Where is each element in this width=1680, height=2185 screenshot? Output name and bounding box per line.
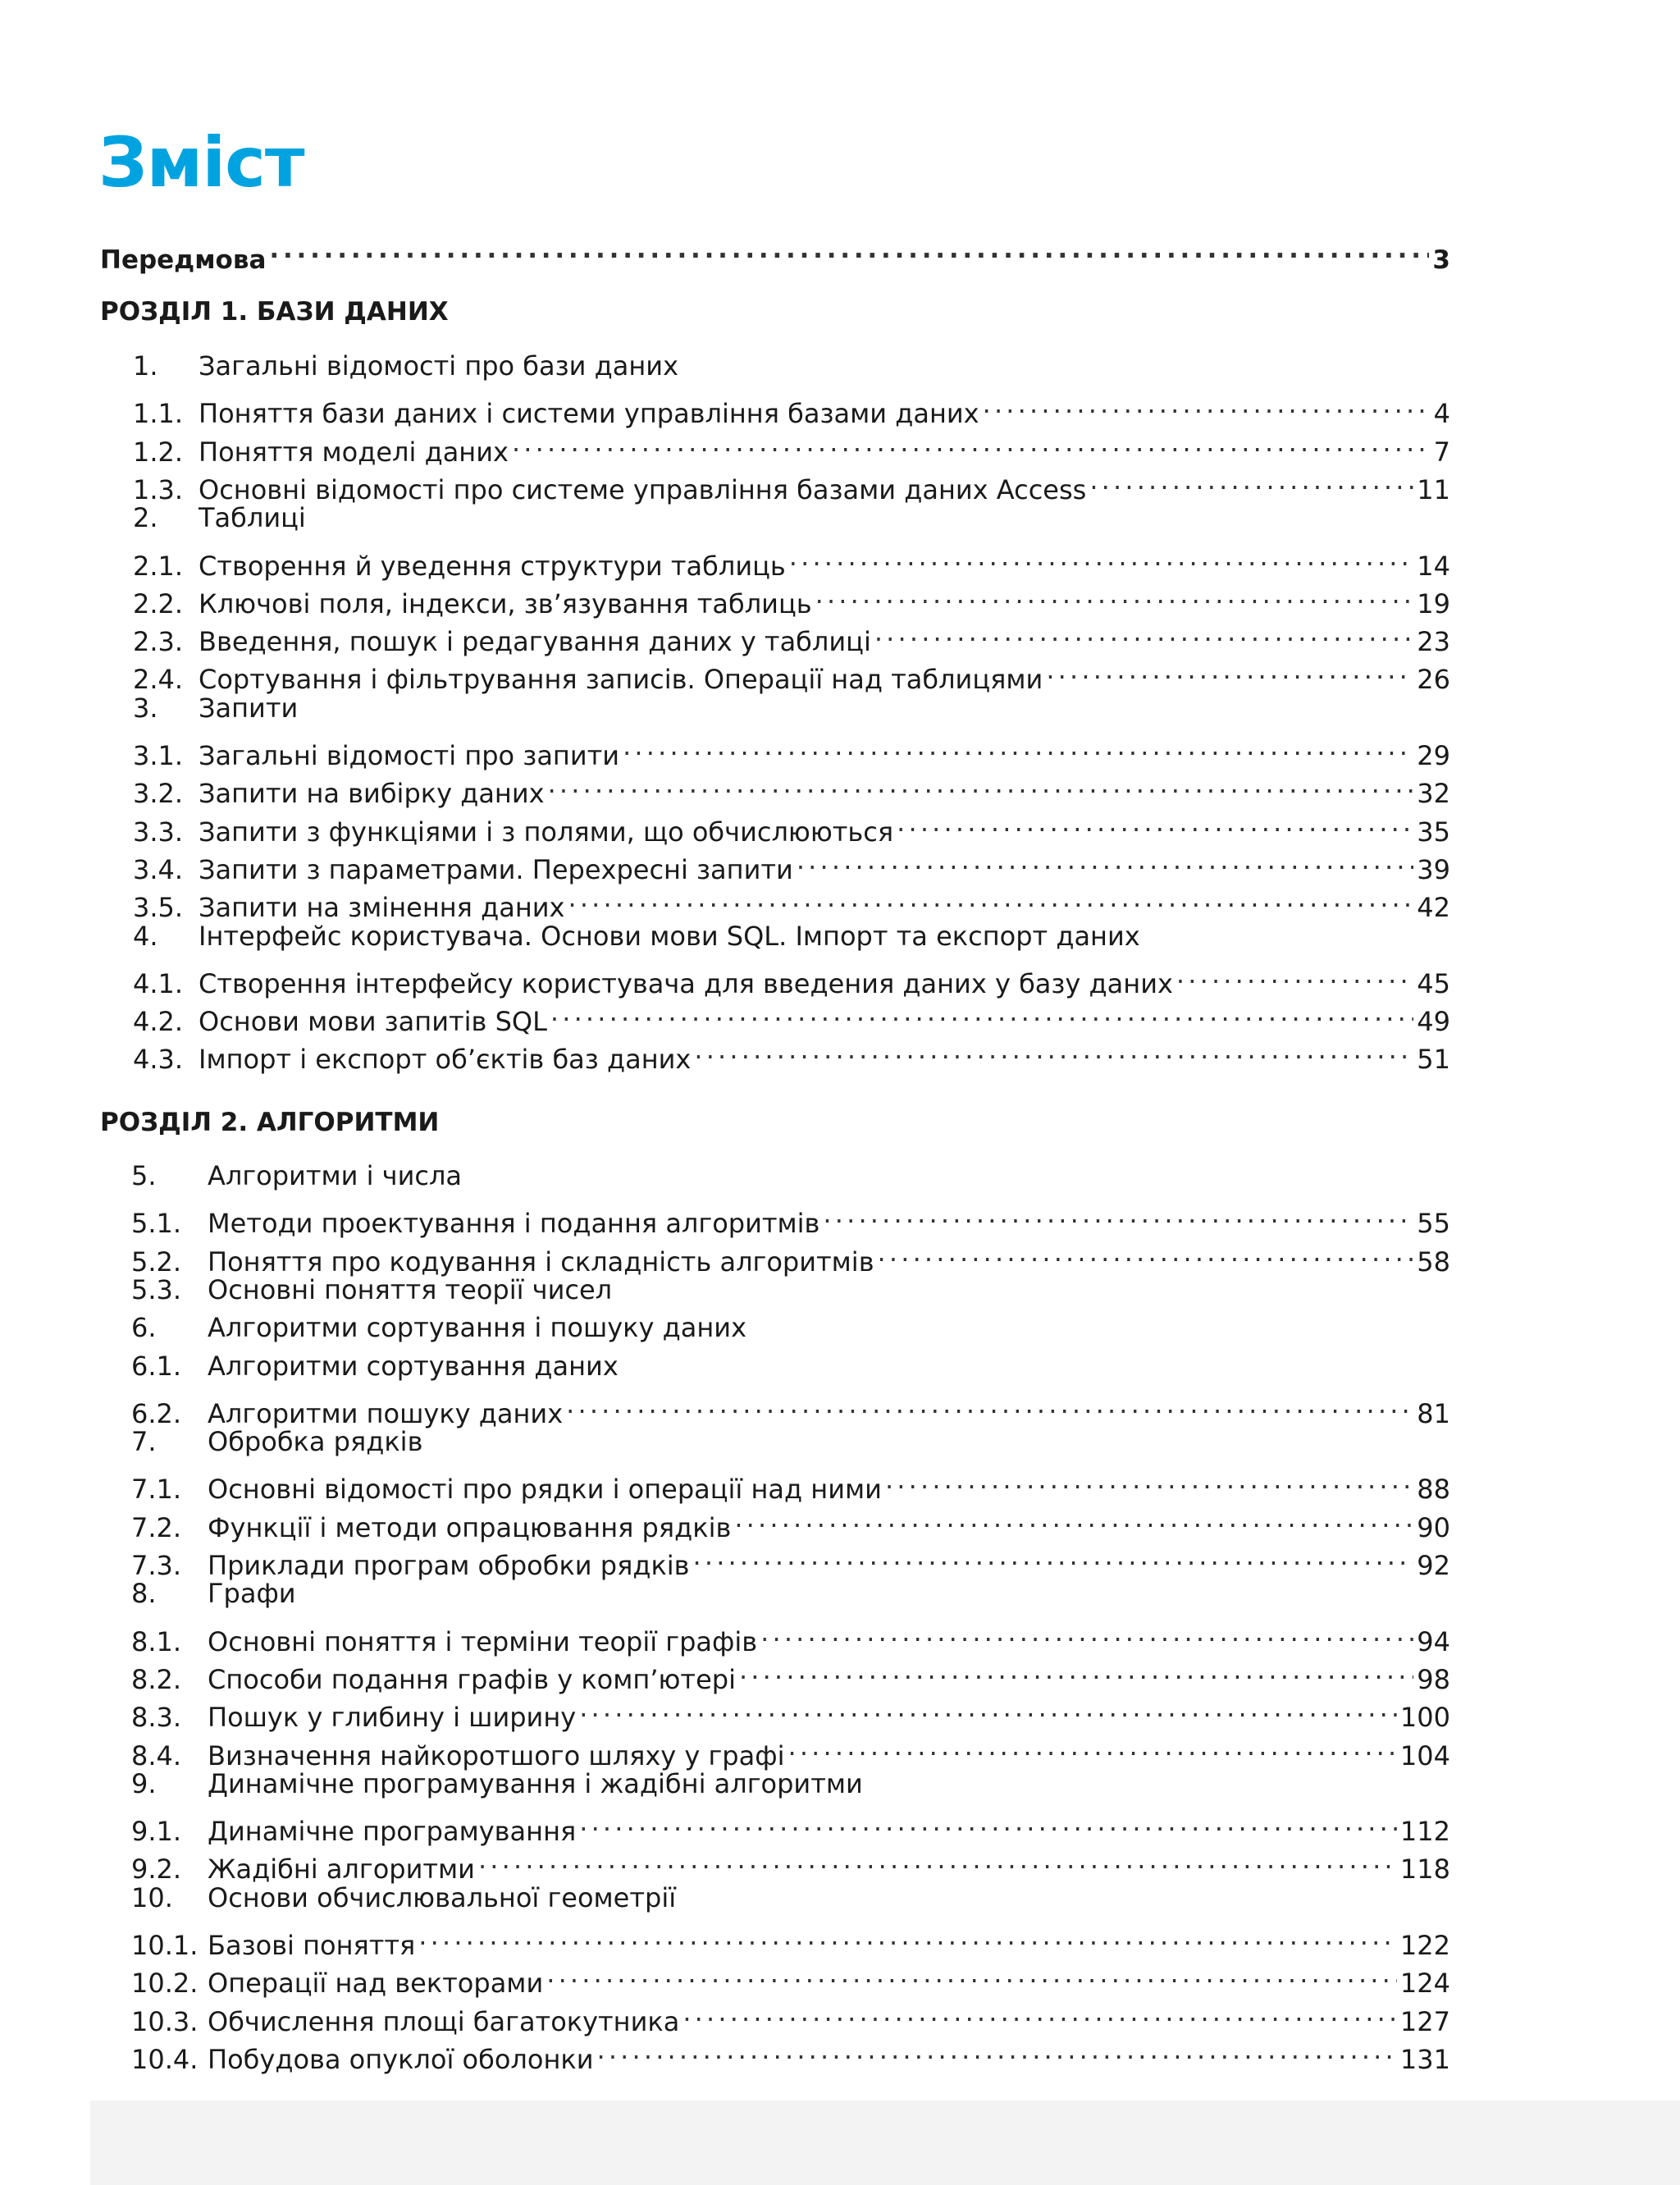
toc-entry-number: 7.3.	[131, 1550, 182, 1581]
toc-entry[interactable]	[131, 1954, 1450, 1999]
toc-entry-number: 5.2.	[131, 1246, 182, 1278]
toc-entry-title: Запити	[199, 693, 299, 724]
toc-entry-number: 4.3.	[133, 1044, 184, 1075]
toc-entry[interactable]	[131, 1195, 1450, 1239]
toc-entry-number: 5.1.	[131, 1208, 182, 1239]
toc-entry-title: Сортування і фільтрування записів. Операції над таблицями	[199, 664, 1043, 695]
page-title: Зміст	[98, 122, 304, 203]
toc-entry-page: 104	[1399, 1740, 1450, 1771]
page-edge-shade	[90, 2100, 1680, 2185]
toc-entry-number: 4.	[133, 921, 158, 952]
toc-entry-number: 10.	[131, 1882, 173, 1913]
toc-entry-number: 2.4.	[133, 664, 184, 695]
toc-entry-title: Імпорт і експорт об’єктів баз даних	[199, 1044, 692, 1075]
toc-entry-title: Запити з параметрами. Перехресні запити	[199, 854, 793, 885]
toc-entry-page: 122	[1399, 1930, 1450, 1961]
toc-entry-number: 3.2.	[133, 778, 184, 809]
toc-entry-number: 4.1.	[133, 968, 184, 999]
toc-entry-page: 112	[1399, 1816, 1450, 1847]
toc-entry-page: 4	[1433, 398, 1450, 429]
toc-leader-dots	[878, 1233, 1414, 1271]
toc-entry[interactable]	[131, 1689, 1450, 1733]
toc-entry-number: 9.	[131, 1768, 157, 1799]
toc-entry-title: Функції і методи опрацювання рядків	[208, 1512, 732, 1543]
toc-entry-page: 98	[1417, 1664, 1450, 1695]
toc-entry[interactable]	[133, 993, 1450, 1037]
toc-entry-number: 1.1.	[133, 398, 184, 429]
toc-entry-number: 7.1.	[131, 1474, 182, 1505]
toc-entry-title: Запити з функціями і з полями, що обчислюються	[199, 816, 894, 848]
toc-entry-title: Алгоритми сортування даних	[208, 1351, 619, 1382]
section-heading: РОЗДІЛ 1. БАЗИ ДАНИХ	[100, 297, 449, 327]
toc-entry[interactable]	[131, 1271, 1450, 1309]
toc-entry-number: 5.	[131, 1160, 157, 1191]
toc-entry-title: Таблиці	[199, 502, 306, 533]
toc-entry-number: 3.1.	[133, 740, 184, 771]
toc-entry-title: Способи подання графів у комп’ютері	[208, 1664, 736, 1695]
toc-leader-dots	[568, 879, 1413, 917]
toc-preface-label: Передмова	[100, 245, 267, 275]
toc-entry-title: Основні поняття і терміни теорії графів	[208, 1626, 758, 1657]
toc-entry-title: Обробка рядків	[208, 1426, 423, 1457]
toc-entry[interactable]	[131, 1993, 1450, 2037]
toc-entry[interactable]	[133, 727, 1450, 771]
toc-entry-title: Основні відомості про системе управління базами даних Access	[199, 474, 1087, 505]
toc-entry-number: 10.4.	[131, 2044, 199, 2075]
toc-entry-title: Загальні відомості про запити	[199, 740, 620, 771]
toc-leader-dots	[760, 1613, 1413, 1651]
toc-entry-title: Алгоритми і числа	[208, 1160, 463, 1191]
toc-entry-number: 8.3.	[131, 1702, 182, 1733]
toc-leader-dots	[897, 803, 1413, 841]
toc-entry-number: 2.	[133, 502, 158, 533]
toc-entry-page: 7	[1433, 437, 1450, 468]
toc-entry[interactable]	[133, 613, 1450, 657]
toc-entry-page: 92	[1417, 1550, 1450, 1581]
toc-entry-title: Методи проектування і подання алгоритмів	[208, 1208, 820, 1239]
toc-entry-title: Поняття моделі даних	[199, 437, 509, 468]
toc-entry[interactable]	[131, 1879, 1450, 1917]
toc-entry-title: Динамічне програмування	[208, 1816, 577, 1847]
toc-entry[interactable]	[133, 841, 1450, 885]
toc-entry-page: 118	[1399, 1854, 1450, 1885]
toc-leader-dots	[579, 1803, 1397, 1840]
toc-entry[interactable]	[133, 879, 1450, 923]
toc-entry[interactable]	[133, 651, 1450, 695]
toc-entry-page: 14	[1417, 551, 1450, 582]
toc-entry[interactable]	[131, 1423, 1450, 1460]
toc-entry[interactable]	[131, 1575, 1450, 1612]
toc-entry[interactable]	[131, 2031, 1450, 2075]
toc-entry-title: Основи обчислювальної геометрії	[208, 1882, 677, 1913]
toc-entry[interactable]	[131, 1803, 1450, 1847]
toc-entry-title: Запити на вибірку даних	[199, 778, 545, 809]
toc-entry-number: 10.3.	[131, 2006, 199, 2037]
toc-entry[interactable]	[131, 1727, 1450, 1771]
toc-entry-page: 51	[1417, 1044, 1450, 1075]
toc-entry-number: 2.2.	[133, 588, 184, 619]
toc-entry-page: 35	[1417, 816, 1450, 848]
toc-leader-dots	[823, 1195, 1413, 1232]
toc-entry-number: 4.2.	[133, 1006, 184, 1037]
toc-entry[interactable]	[131, 1233, 1450, 1278]
toc-entry-title: Створення й уведення структури таблиць	[199, 551, 786, 582]
toc-leader-dots	[797, 841, 1413, 879]
toc-entry[interactable]	[131, 1460, 1450, 1505]
toc-entry-page: 26	[1417, 664, 1450, 695]
toc-preface-row[interactable]	[100, 231, 1450, 275]
toc-entry-number: 7.	[131, 1426, 157, 1457]
toc-entry[interactable]	[133, 537, 1450, 582]
toc-leader-dots	[478, 1840, 1397, 1878]
toc-entry-page: 131	[1399, 2044, 1450, 2075]
toc-entry-title: Операції над векторами	[208, 1968, 544, 1999]
toc-entry-title: Обчислення площі багатокутника	[208, 2006, 680, 2037]
toc-entry-page: 100	[1399, 1702, 1450, 1733]
toc-entry-title: Загальні відомості про бази даних	[199, 350, 679, 382]
toc-leader-dots	[623, 727, 1413, 765]
toc-entry-number: 8.4.	[131, 1740, 182, 1771]
toc-leader-dots	[874, 613, 1413, 651]
toc-entry-title: Поняття бази даних і системи управління базами даних	[199, 398, 979, 429]
toc-entry[interactable]	[133, 423, 1450, 468]
toc-entry-number: 1.2.	[133, 437, 184, 468]
toc-entry-number: 8.	[131, 1578, 157, 1609]
toc-leader-dots	[579, 1689, 1397, 1726]
toc-entry[interactable]	[131, 1347, 1450, 1385]
toc-entry[interactable]	[133, 499, 1450, 537]
toc-entry-title: Пошук у глибину і ширину	[208, 1702, 577, 1733]
toc-entry[interactable]	[131, 1157, 1450, 1195]
toc-entry[interactable]	[133, 461, 1450, 505]
toc-entry[interactable]	[131, 1499, 1450, 1543]
toc-entry-page: 19	[1417, 588, 1450, 619]
toc-entry-number: 3.	[133, 693, 158, 724]
toc-entry-title: Базові поняття	[208, 1930, 416, 1961]
toc-leader-dots	[1046, 651, 1413, 688]
toc-entry[interactable]	[133, 917, 1450, 955]
toc-leader-dots	[885, 1460, 1413, 1498]
toc-entry-title: Приклади програм обробки рядків	[208, 1550, 690, 1581]
toc-entry[interactable]	[133, 955, 1450, 999]
toc-entry[interactable]	[133, 689, 1450, 727]
toc-entry-page: 49	[1417, 1006, 1450, 1037]
toc-entry[interactable]	[131, 1765, 1450, 1803]
toc-entry[interactable]	[131, 1309, 1450, 1346]
toc-entry[interactable]	[133, 765, 1450, 809]
toc-entry-title: Графи	[208, 1578, 296, 1609]
toc-leader-dots	[269, 231, 1429, 268]
toc-entry[interactable]	[133, 803, 1450, 848]
toc-entry-number: 8.2.	[131, 1664, 182, 1695]
toc-leader-dots	[789, 537, 1414, 575]
section-heading: РОЗДІЛ 2. АЛГОРИТМИ	[100, 1108, 440, 1137]
toc-entry-page: 29	[1417, 740, 1450, 771]
toc-entry-number: 3.4.	[133, 854, 184, 885]
toc-entry-title: Введення, пошук і редагування даних у таблиці	[199, 626, 871, 657]
toc-entry-number: 9.2.	[131, 1854, 182, 1885]
toc-entry-number: 6.2.	[131, 1398, 182, 1429]
toc-entry-number: 1.3.	[133, 474, 184, 505]
toc-entry-title: Основні відомості про рядки і операції над ними	[208, 1474, 882, 1505]
toc-leader-dots	[694, 1031, 1413, 1068]
toc-entry-page: 88	[1417, 1474, 1450, 1505]
toc-entry[interactable]	[133, 1031, 1450, 1075]
toc-entry-number: 5.3.	[131, 1274, 182, 1305]
toc-entry-number: 3.3.	[133, 816, 184, 848]
toc-entry-page: 124	[1399, 1968, 1450, 1999]
toc-leader-dots	[815, 575, 1414, 613]
toc-entry-number: 7.2.	[131, 1512, 182, 1543]
toc-leader-dots	[596, 2031, 1396, 2068]
toc-leader-dots	[734, 1499, 1413, 1537]
toc-entry-page: 45	[1417, 968, 1450, 999]
toc-entry[interactable]	[131, 1385, 1450, 1429]
toc-entry-title: Динамічне програмування і жадібні алгоритми	[208, 1768, 863, 1799]
toc-entry-page: 58	[1417, 1246, 1450, 1278]
toc-entry-number: 10.2.	[131, 1968, 199, 1999]
toc-entry-page: 39	[1417, 854, 1450, 885]
toc-entry-title: Ключові поля, індекси, зв’язування таблиць	[199, 588, 812, 619]
toc-leader-dots	[682, 1993, 1397, 2031]
toc-entry-page: 11	[1417, 474, 1450, 505]
toc-leader-dots	[546, 1954, 1397, 1992]
toc-entry-title: Жадібні алгоритми	[208, 1854, 475, 1885]
toc-leader-dots	[418, 1917, 1397, 1954]
toc-leader-dots	[566, 1385, 1413, 1423]
toc-entry[interactable]	[131, 1917, 1450, 1961]
toc-entry-title: Основні поняття теорії чисел	[208, 1274, 613, 1305]
toc-entry-title: Алгоритми сортування і пошуку даних	[208, 1312, 746, 1343]
toc-entry-number: 1.	[133, 350, 158, 382]
toc-entry[interactable]	[133, 575, 1450, 619]
toc-entry-title: Запити на змінення даних	[199, 892, 565, 923]
toc-entry[interactable]	[131, 1840, 1450, 1885]
toc-entry[interactable]	[131, 1613, 1450, 1657]
toc-entry-number: 10.1.	[131, 1930, 199, 1961]
toc-entry-number: 6.	[131, 1312, 157, 1343]
toc-leader-dots	[693, 1537, 1414, 1575]
toc-entry-title: Поняття про кодування і складність алгоритмів	[208, 1246, 874, 1278]
toc-entry[interactable]	[133, 385, 1450, 429]
toc-entry-number: 9.1.	[131, 1816, 182, 1847]
toc-preface-page: 3	[1432, 245, 1450, 275]
toc-entry-title: Побудова опуклої оболонки	[208, 2044, 594, 2075]
toc-leader-dots	[548, 765, 1414, 802]
toc-entry[interactable]	[131, 1651, 1450, 1695]
toc-entry-number: 8.1.	[131, 1626, 182, 1657]
toc-entry-page: 23	[1417, 626, 1450, 657]
toc-leader-dots	[739, 1651, 1413, 1689]
toc-leader-dots	[788, 1727, 1396, 1765]
toc-leader-dots	[550, 993, 1413, 1031]
toc-entry-page: 94	[1417, 1626, 1450, 1657]
toc-entry-title: Алгоритми пошуку даних	[208, 1398, 564, 1429]
toc-leader-dots	[983, 385, 1431, 423]
toc-leader-dots	[512, 423, 1431, 461]
toc-entry-page: 42	[1417, 892, 1450, 923]
toc-entry-number: 2.3.	[133, 626, 184, 657]
toc-entry-page: 55	[1417, 1208, 1450, 1239]
toc-entry-title: Основи мови запитів SQL	[199, 1006, 547, 1037]
toc-entry-number: 6.1.	[131, 1351, 182, 1382]
toc-entry[interactable]	[133, 347, 1450, 385]
toc-leader-dots	[1176, 955, 1413, 993]
toc-entry-title: Створення інтерфейсу користувача для введения даних у базу даних	[199, 968, 1173, 999]
toc-entry-title: Визначення найкоротшого шляху у графі	[208, 1740, 785, 1771]
toc-entry-number: 3.5.	[133, 892, 184, 923]
toc-entry[interactable]	[131, 1537, 1450, 1581]
toc-entry-page: 81	[1417, 1398, 1450, 1429]
toc-entry-page: 32	[1417, 778, 1450, 809]
toc-entry-number: 2.1.	[133, 551, 184, 582]
toc-leader-dots	[1089, 461, 1413, 499]
toc-entry-page: 90	[1417, 1512, 1450, 1543]
toc-entry-page: 127	[1399, 2006, 1450, 2037]
toc-entry-title: Інтерфейс користувача. Основи мови SQL. Імпорт та експорт даних	[199, 921, 1140, 952]
